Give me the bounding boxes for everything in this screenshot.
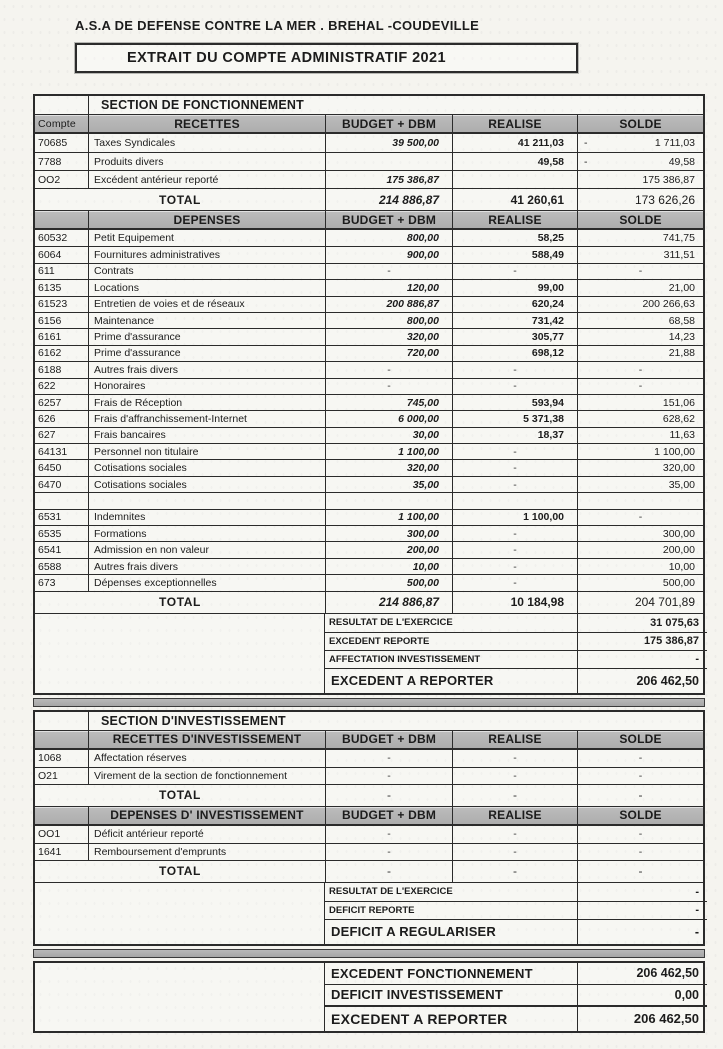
summary-row [325,901,707,919]
account-label: Cotisations sociales [88,477,325,492]
solde-value: - [577,379,703,394]
account-code: 64131 [38,445,68,458]
account-label: Dépenses exceptionnelles [88,575,325,590]
table-row [35,263,703,279]
table-row [35,427,703,443]
table-row [35,525,703,541]
table-row [35,378,703,394]
budget-value: 300,00 [325,526,452,541]
summary-label: EXCEDENT A REPORTER [331,673,494,689]
solde-value: - 1 711,03 [577,134,703,152]
budget-value: - [325,826,452,843]
recettes-header-row [35,114,703,134]
total-solde-value: - [577,861,703,882]
budget-value: 320,00 [325,460,452,475]
total-solde-value: 204 701,89 [577,592,703,613]
account-label [88,493,325,508]
column-header-budget: BUDGET + DBM [325,731,452,748]
table-row [35,134,703,152]
total-label: TOTAL [159,595,201,610]
depenses-inv-header-row [35,806,703,826]
total-realise-value: - [452,785,577,806]
summary-row [325,919,707,944]
account-label: Frais de Réception [88,395,325,410]
budget-value: 10,00 [325,559,452,574]
table-row [35,296,703,312]
column-header-budget: BUDGET + DBM [325,115,452,132]
column-header-compte: Compte [35,115,88,132]
doc-title: EXTRAIT DU COMPTE ADMINISTRATIF 2021 [127,50,446,66]
summary-value: 31 075,63 [577,614,707,632]
recettes-inv-rows [35,750,703,784]
column-header-realise: REALISE [452,807,577,824]
summary-value: 206 462,50 [577,669,707,693]
account-code: 627 [38,429,56,442]
summary-value: 206 462,50 [577,963,707,984]
account-code: 6541 [38,544,62,557]
column-header-depenses: DEPENSES [88,211,325,228]
spacer-cell [35,712,88,730]
recettes-rows [35,134,703,188]
solde-value: 200 266,63 [577,297,703,312]
account-label: Honoraires [88,379,325,394]
budget-value: 320,00 [325,329,452,344]
account-code: OO2 [38,173,61,186]
account-code: 611 [38,265,55,278]
summary-row [325,963,707,984]
account-label: Déficit antérieur reporté [88,826,325,843]
summary-label: RESULTAT DE L'EXERCICE [329,886,453,898]
column-header-compte [35,211,88,228]
realise-value: - [452,768,577,784]
spacer-cell [35,96,88,114]
total-budget-value: - [325,861,452,882]
summary-label: DEFICIT INVESTISSEMENT [331,987,503,1003]
table-row [35,826,703,843]
total-realise-value: - [452,861,577,882]
summary-value: 175 386,87 [577,633,707,650]
table-row [35,328,703,344]
recettes-inv-total-row [35,784,703,806]
table-row [35,345,703,361]
realise-value: 58,25 [452,230,577,246]
realise-value: 49,58 [452,153,577,170]
realise-value: - [452,444,577,459]
section-title-row [35,96,703,114]
table-row [35,152,703,170]
account-code: 6450 [38,462,62,475]
solde-value: - [577,768,703,784]
total-budget-value: 214 886,87 [325,189,452,210]
account-label: Frais bancaires [88,428,325,443]
budget-value: - [325,379,452,394]
realise-value: - [452,362,577,377]
total-solde-value: 173 626,26 [577,189,703,210]
account-label: Prime d'assurance [88,329,325,344]
summary-value: - [577,651,707,668]
summary-label: EXCEDENT FONCTIONNEMENT [331,965,533,981]
budget-value: 720,00 [325,346,452,361]
budget-value: 6 000,00 [325,411,452,426]
recettes-inv-header-row [35,730,703,750]
account-code: 6531 [38,511,62,524]
realise-value: - [452,575,577,590]
scanned-document-page [33,18,705,1033]
fonctionnement-summary [35,613,703,693]
budget-value: 35,00 [325,477,452,492]
realise-value: 99,00 [452,280,577,295]
account-code: 6156 [38,314,62,327]
solde-value [577,493,703,508]
total-label: TOTAL [159,788,201,803]
column-header-solde: SOLDE [577,115,703,132]
account-label: Frais d'affranchissement-Internet [88,411,325,426]
summary-rows [325,883,707,944]
budget-value [325,493,452,508]
account-label: Formations [88,526,325,541]
account-label: Fournitures administratives [88,247,325,262]
column-header-recettes: RECETTES [88,115,325,132]
column-header-solde: SOLDE [577,807,703,824]
summary-rows [325,963,707,1031]
summary-rows [325,614,707,693]
account-code: 622 [38,380,56,393]
depenses-rows [35,230,703,591]
table-row [35,394,703,410]
solde-value: 320,00 [577,460,703,475]
budget-value: 1 100,00 [325,444,452,459]
table-row [35,459,703,475]
total-label: TOTAL [159,192,201,207]
summary-label: EXCEDENT REPORTE [329,635,430,647]
budget-value: - [325,264,452,279]
solde-value: 68,58 [577,313,703,328]
budget-value: - [325,750,452,767]
column-header-depenses-inv: DEPENSES D' INVESTISSEMENT [88,807,325,824]
realise-value: 731,42 [452,313,577,328]
summary-label: DEFICIT A REGULARISER [331,924,497,940]
summary-spacer [35,883,325,944]
table-row [35,246,703,262]
account-label: Remboursement d'emprunts [88,844,325,860]
total-budget-value: - [325,785,452,806]
realise-value [452,171,577,188]
final-summary-table [33,961,705,1033]
account-code: 673 [38,576,56,589]
realise-value: 620,24 [452,297,577,312]
account-code: OO1 [38,828,61,841]
minus-sign: - [584,155,588,168]
section-separator-band [33,949,705,958]
account-label: Prime d'assurance [88,346,325,361]
budget-value: - [325,768,452,784]
realise-value: - [452,526,577,541]
summary-row [325,614,707,632]
account-code: 6588 [38,560,62,573]
section-title: SECTION D'INVESTISSEMENT [88,712,703,730]
solde-value: - [577,750,703,767]
solde-value: 11,63 [577,428,703,443]
investissement-table [33,710,705,946]
solde-value: 151,06 [577,395,703,410]
solde-value: 1 100,00 [577,444,703,459]
total-solde-value: - [577,785,703,806]
summary-value: - [577,902,707,919]
account-code: 60532 [38,232,68,245]
account-label: Maintenance [88,313,325,328]
fonctionnement-table [33,94,705,695]
account-label: Personnel non titulaire [88,444,325,459]
column-header-realise: REALISE [452,211,577,228]
summary-label: AFFECTATION INVESTISSEMENT [329,653,481,665]
solde-value: 14,23 [577,329,703,344]
doc-title-box [75,43,578,73]
column-header-compte [35,731,88,748]
budget-value: - [325,844,452,860]
summary-row [325,668,707,693]
solde-value: 741,75 [577,230,703,246]
solde-value: 21,88 [577,346,703,361]
account-code: 6162 [38,347,62,360]
table-row [35,312,703,328]
table-row [35,279,703,295]
solde-value: 200,00 [577,542,703,557]
account-label: Indemnites [88,510,325,525]
account-code: 6188 [38,363,62,376]
realise-value: - [452,477,577,492]
account-code: 1068 [38,752,62,765]
table-row [35,541,703,557]
total-budget-value: 214 886,87 [325,592,452,613]
table-row [35,230,703,246]
account-code: 626 [38,412,56,425]
solde-value: - [577,510,703,525]
summary-value: - [577,883,707,901]
table-row [35,509,703,525]
summary-row [325,883,707,901]
solde-value: 311,51 [577,247,703,262]
table-row [35,574,703,590]
solde-value: 300,00 [577,526,703,541]
realise-value [452,493,577,508]
realise-value: - [452,379,577,394]
table-row [35,558,703,574]
account-label: Taxes Syndicales [88,134,325,152]
account-code: 70685 [38,137,68,149]
column-header-realise: REALISE [452,115,577,132]
account-label: Contrats [88,264,325,279]
solde-value: - 49,58 [577,153,703,170]
account-label: Excédent antérieur reporté [88,171,325,188]
table-row [35,843,703,860]
realise-value: - [452,844,577,860]
account-code: 6161 [38,331,62,344]
realise-value: 698,12 [452,346,577,361]
solde-value: 21,00 [577,280,703,295]
investissement-summary [35,882,703,944]
solde-value: 628,62 [577,411,703,426]
total-label: TOTAL [159,864,201,879]
budget-value [325,153,452,170]
solde-value: - [577,826,703,843]
section-separator-band [33,698,705,707]
table-row [35,361,703,377]
section-title-row [35,712,703,730]
budget-value: 745,00 [325,395,452,410]
budget-value: - [325,362,452,377]
realise-value: 305,77 [452,329,577,344]
budget-value: 200,00 [325,542,452,557]
summary-label: RESULTAT DE L'EXERCICE [329,617,453,629]
budget-value: 200 886,87 [325,297,452,312]
account-label: Affectation réserves [88,750,325,767]
summary-label: DEFICIT REPORTE [329,904,415,916]
account-label: Produits divers [88,153,325,170]
realise-value: - [452,264,577,279]
account-label: Entretien de voies et de réseaux [88,297,325,312]
column-header-compte [35,807,88,824]
account-label: Virement de la section de fonctionnement [88,768,325,784]
column-header-realise: REALISE [452,731,577,748]
account-code: 7788 [38,155,62,168]
budget-value: 1 100,00 [325,510,452,525]
account-label: Admission en non valeur [88,542,325,557]
section-title: SECTION DE FONCTIONNEMENT [88,96,703,114]
budget-value: 39 500,00 [325,134,452,152]
depenses-inv-rows [35,826,703,860]
account-code: 6135 [38,281,62,294]
depenses-header-row [35,210,703,230]
account-code: 6064 [38,249,62,262]
realise-value: - [452,542,577,557]
solde-value: - [577,362,703,377]
account-code: 6257 [38,396,62,409]
column-header-solde: SOLDE [577,211,703,228]
table-row [35,492,703,508]
account-code: 61523 [38,298,68,311]
realise-value: 1 100,00 [452,510,577,525]
depenses-inv-total-row [35,860,703,882]
column-header-solde: SOLDE [577,731,703,748]
account-label: Autres frais divers [88,362,325,377]
account-code [35,493,88,508]
solde-value: 175 386,87 [577,171,703,188]
realise-value: 41 211,03 [452,134,577,152]
org-title: A.S.A DE DEFENSE CONTRE LA MER . BREHAL -COUDEVILLE [75,18,480,33]
table-row [35,767,703,784]
budget-value: 800,00 [325,230,452,246]
realise-value: - [452,559,577,574]
table-row [35,443,703,459]
realise-value: - [452,826,577,843]
column-header-budget: BUDGET + DBM [325,211,452,228]
solde-value: - [577,844,703,860]
budget-value: 175 386,87 [325,171,452,188]
table-row [35,476,703,492]
realise-value: - [452,750,577,767]
realise-value: 5 371,38 [452,411,577,426]
solde-value: 10,00 [577,559,703,574]
solde-value: 500,00 [577,575,703,590]
account-label: Autres frais divers [88,559,325,574]
summary-row [325,984,707,1005]
summary-row [325,650,707,668]
budget-value: 800,00 [325,313,452,328]
budget-value: 500,00 [325,575,452,590]
account-code: 1641 [38,845,62,858]
realise-value: 18,37 [452,428,577,443]
account-label: Locations [88,280,325,295]
realise-value: 593,94 [452,395,577,410]
account-code: O21 [38,769,58,782]
total-realise-value: 41 260,61 [452,189,577,210]
account-label: Petit Equipement [88,230,325,246]
column-header-budget: BUDGET + DBM [325,807,452,824]
minus-sign: - [584,137,588,149]
budget-value: 900,00 [325,247,452,262]
summary-value: - [577,920,707,944]
column-header-recettes-inv: RECETTES D'INVESTISSEMENT [88,731,325,748]
budget-value: 120,00 [325,280,452,295]
total-realise-value: 10 184,98 [452,592,577,613]
solde-value: 35,00 [577,477,703,492]
account-label: Cotisations sociales [88,460,325,475]
summary-row [325,632,707,650]
table-row [35,750,703,767]
table-row [35,170,703,188]
recettes-total-row [35,188,703,210]
summary-label: EXCEDENT A REPORTER [331,1010,508,1027]
summary-spacer [35,614,325,693]
table-row [35,410,703,426]
summary-spacer [35,963,325,1031]
summary-value: 0,00 [577,985,707,1005]
account-code: 6535 [38,527,62,540]
solde-value: - [577,264,703,279]
budget-value: 30,00 [325,428,452,443]
summary-value: 206 462,50 [577,1007,707,1031]
account-code: 6470 [38,478,62,491]
realise-value: - [452,460,577,475]
depenses-total-row [35,591,703,613]
summary-row [325,1005,707,1031]
realise-value: 588,49 [452,247,577,262]
